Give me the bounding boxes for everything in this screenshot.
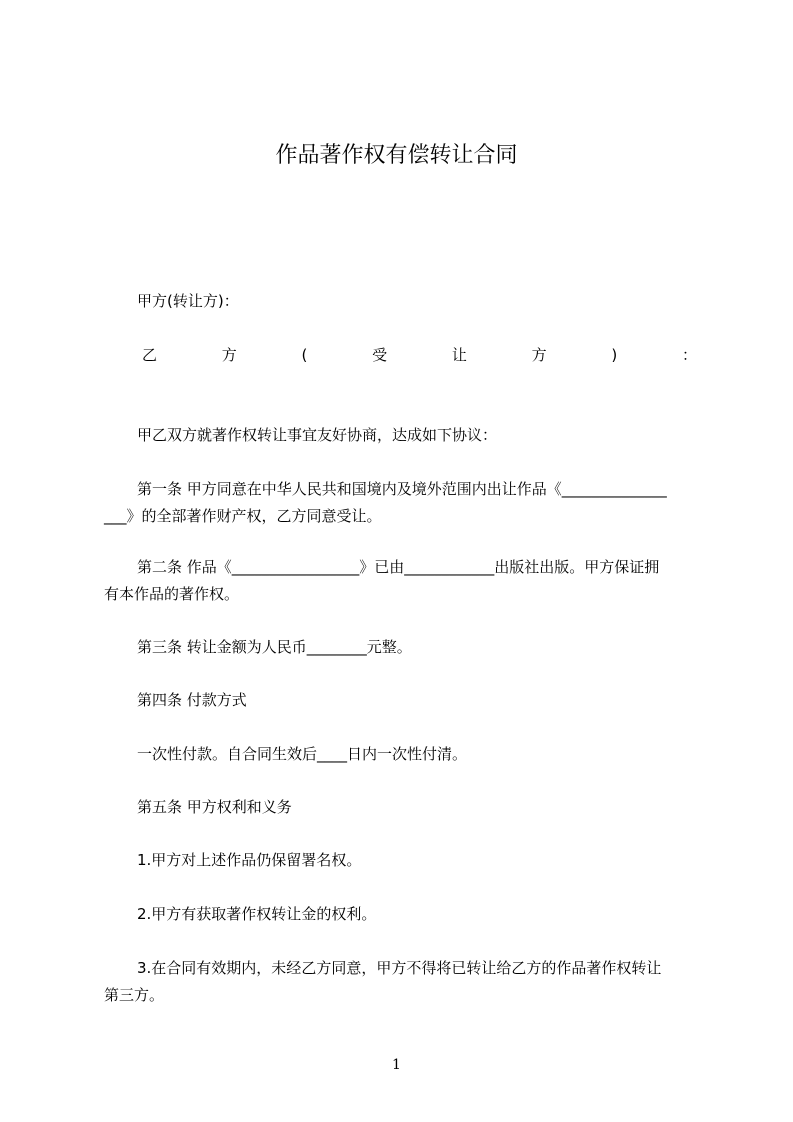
page-number: 1 [392,1057,401,1073]
intro-paragraph: 甲乙双方就著作权转让事宜友好协商，达成如下协议： [137,426,498,444]
article-5-item-3-line-2: 第三方。 [104,986,165,1004]
article-5-item-1: 1.甲方对上述作品仍保留署名权。 [137,851,362,869]
party-b-char: 让 [451,346,467,364]
party-b-char: 受 [372,346,388,364]
party-b-line [142,343,697,367]
party-b-char: 方 [531,346,547,364]
article-4-body: 一次性付款。自合同生效后____日内一次性付清。 [137,745,468,763]
article-5-item-2: 2.甲方有获取著作权转让金的权利。 [137,905,377,923]
party-a-line: 甲方(转让方)： [137,292,239,310]
party-b-char: 方 [221,346,237,364]
article-5-item-3-line-1: 3.在合同有效期内，未经乙方同意，甲方不得将已转让给乙方的作品著作权转让 [137,959,662,977]
article-1-line-1: 第一条 甲方同意在中华人民共和国境内及境外范围内出让作品《______________ [137,480,667,498]
article-1-line-2: ___》的全部著作财产权，乙方同意受让。 [104,507,382,525]
party-b-char: 乙 [142,346,158,364]
document-title: 作品著作权有偿转让合同 [275,143,518,168]
article-2-line-2: 有本作品的著作权。 [104,585,240,603]
party-b-char: ) [611,346,618,364]
article-4-heading: 第四条 付款方式 [137,691,247,709]
party-b-char: ： [681,346,697,364]
article-3: 第三条 转让金额为人民币________元整。 [137,638,412,656]
party-b-char: ( [301,346,308,364]
article-5-heading: 第五条 甲方权利和义务 [137,798,292,816]
article-2-line-1: 第二条 作品《_________________》已由____________出版社出版。甲方保证拥 [137,558,660,576]
